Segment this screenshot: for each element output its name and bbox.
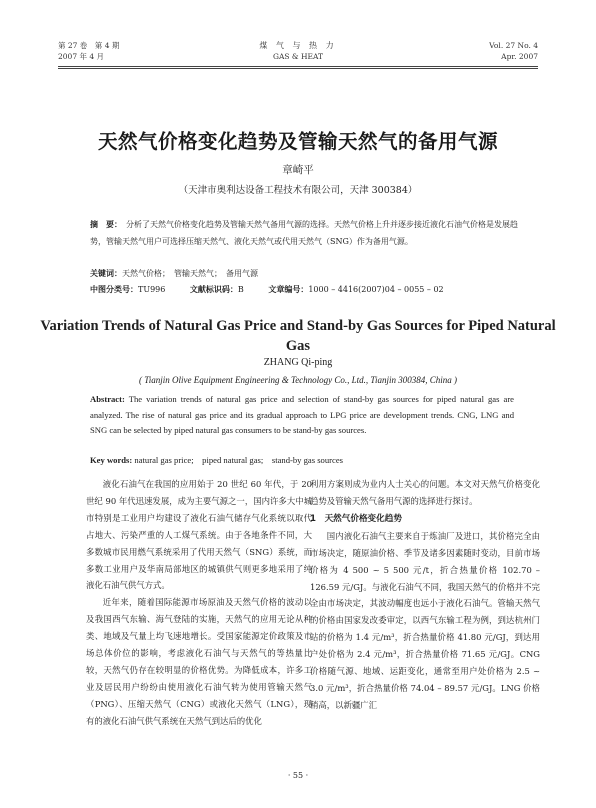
abstract-label-cn: 摘 要：	[90, 220, 122, 229]
keywords-en	[90, 453, 514, 468]
header-date-en: Apr. 2007	[501, 52, 538, 61]
header-journal-name	[58, 40, 538, 62]
author-en: ZHANG Qi-ping	[263, 357, 333, 368]
running-header	[58, 40, 538, 66]
keywords-label-cn: 关键词：	[90, 269, 122, 278]
doc-code-label: 文献标识码：	[189, 285, 238, 294]
article-no-value: 1000 – 4416(2007)04 – 0055 – 02	[308, 285, 444, 294]
classification-value: TU996	[138, 285, 166, 294]
author-cn: 章崎平	[282, 164, 314, 176]
abstract-text-cn: 分析了天然气价格变化趋势及管输天然气备用气源的选择。天然气价格上升并逐步接近液化石油气价格是发展趋势，管输天然气用户可选择压缩天然气、液化天然气或代用天然气（SNG）作为备用气源。	[90, 220, 518, 246]
abstract-cn	[90, 216, 518, 250]
abstract-en	[90, 392, 514, 439]
header-rule-bottom	[58, 68, 538, 69]
header-journal-en: GAS & HEAT	[272, 52, 323, 61]
keywords-label-en: Key words:	[90, 455, 133, 465]
article-title-cn: 天然气价格变化趋势及管输天然气的备用气源	[97, 130, 498, 153]
body-paragraph: 国内液化石油气主要来自于炼油厂及进口，其价格完全由市场决定，随原油价格、季节及诸多因素随时变动，目前市场价格为 4 500 ~ 5 500 元/t，折合热量价格 102.70 – 126.59 元/GJ。与液化石油气不同，我国天然气的价格并不完全由市场决定，其波动幅度也远小于液化石油气。管输天然气的价格由国家发改委审定，以西气东输工程为例，到达杭州门站的价格为 1.4 元/m³，折合热量价格 41.80 元/GJ，到达用户处价格为 2.4 元/m³，折合热量价格 71.65 元/GJ。CNG 价格随气源、地域、运距变化，通常至用户处价格为 2.5 ~ 3.0 元/m³，折合热量价格 74.04 – 89.57 元/GJ。LNG 价格稍高，以新疆广汇	[310, 530, 540, 710]
body-paragraph: 近年来，随着国际能源市场原油及天然气价格的波动以及我国西气东输、海气登陆的实施，天然气的应用无论从种类、地域及气量上均飞速地增长。受国家能源定价政策及市场总体价位的影响，考虑液化石油气与天然气的等热量比较，天然气仍存在较明显的价格优势。为降低成本，许多工业及居民用户纷纷由使用液化石油气转为使用管输天然气（PNG）、压缩天然气（CNG）或液化天然气（LNG），现有的液化石油气供气系统在天然气到达后的优化	[86, 597, 312, 726]
keywords-text-cn: 天然气价格； 管输天然气； 备用气源	[122, 269, 258, 278]
keywords-cn	[90, 265, 518, 282]
affiliation-cn: （天津市奥利达设备工程技术有限公司，天津 300384）	[178, 185, 418, 196]
header-issue-info	[489, 40, 538, 62]
abstract-text-en: The variation trends of natural gas price and selection of stand-by gas sources for piped natural gas are analyzed. The rise of natural gas price and its gradual approach to LPG price are development trends. CNG, LNG and SNG can be selected by piped natural gas consumers to be stand-by gas sources.	[90, 394, 514, 435]
keywords-text-en: natural gas price; piped natural gas; stand-by gas sources	[134, 455, 343, 465]
header-vol-no: Vol. 27 No. 4	[489, 41, 538, 50]
body-column-left	[86, 476, 312, 730]
body-paragraph: 利用方案则成为业内人士关心的问题。本文对天然气价格变化趋势及管输天然气备用气源的选择进行探讨。	[310, 479, 540, 506]
doc-code-value: B	[237, 285, 244, 294]
affiliation-en: ( Tianjin Olive Equipment Engineering & Technology Co., Ltd., Tianjin 300384, China )	[139, 375, 457, 385]
header-volume: 第 27 卷 第 4 期	[58, 41, 120, 50]
classification-row	[90, 281, 518, 298]
classification-label: 中图分类号：	[90, 285, 138, 294]
body-column-right	[310, 476, 540, 714]
section-heading: 1 天然气价格变化趋势	[310, 513, 402, 524]
page-number: · 55 ·	[287, 771, 309, 780]
abstract-label-en: Abstract:	[90, 394, 125, 404]
body-paragraph: 液化石油气在我国的应用始于 20 世纪 60 年代，于 20 世纪 90 年代迅速发展，成为主要气源之一，国内许多大中城市特别是工业用户均建设了液化石油气储存气化系统以取代占地大、污染严重的人工煤气系统。由于各地条件不同，大多数城市民用燃气系统采用了代用天然气（SNG）系统，而多数工业用户及华南局部地区的城镇供气则更多地采用了纯液化石油气供气方式。	[86, 479, 312, 591]
header-date-cn: 2007 年 4 月	[58, 52, 105, 61]
article-title-en: Variation Trends of Natural Gas Price and Stand-by Gas Sources for Piped Natural Gas	[40, 318, 556, 354]
article-no-label: 文章编号：	[268, 285, 309, 294]
header-journal-cn: 煤 气 与 热 力	[259, 41, 337, 50]
header-rule-top	[58, 66, 538, 67]
